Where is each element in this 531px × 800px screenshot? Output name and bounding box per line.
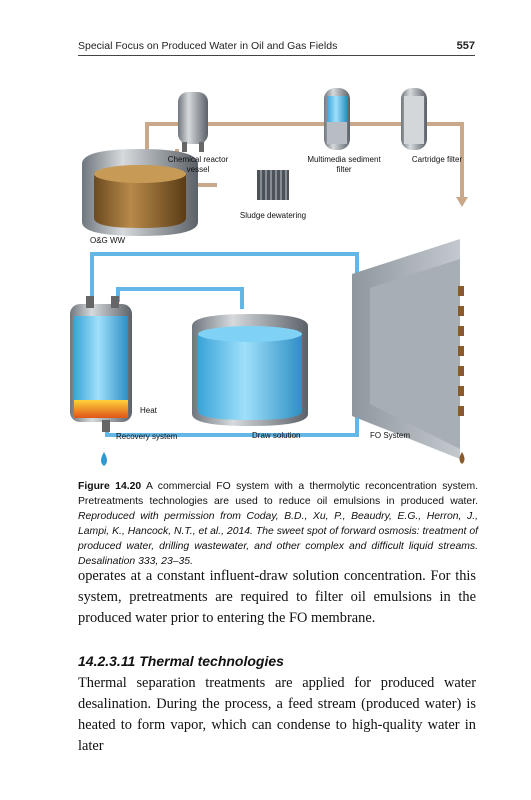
label-heat: Heat — [140, 406, 157, 415]
body-paragraph-1: operates at a constant influent-draw solution concentration. For this system, pretreatments are required to filter oil emulsions in the produced water prior to entering the FO membrane. — [78, 568, 476, 626]
multimedia-sediment-filter — [324, 88, 350, 150]
running-header — [78, 40, 475, 56]
figure-label: Figure 14.20 — [78, 481, 142, 492]
cartridge-filter — [401, 88, 427, 150]
oil-drop-icon — [460, 452, 465, 464]
caption-source: Reproduced with permission from Coday, B.D., Xu, P., Beaudry, E.G., Herron, J., Lampi, K., Hancock, N.T., et al., 2014. The sweet spot of forward osmosis: treatment of produced water, drilling wastewater, and other complex and difficult liquid streams. Desalination 333, 23–35. — [78, 511, 478, 567]
fo-system-figure — [52, 64, 482, 474]
body-paragraph-2: Thermal separation treatments are applied for produced water desalination. During the process, a feed stream (produced water) is heated to form vapor, which can condense to high-quality water in later — [78, 675, 476, 754]
header-rule — [78, 55, 475, 56]
label-chemical-reactor: Chemical reactor — [167, 155, 229, 164]
label-chemical-reactor-2: vessel — [186, 165, 210, 174]
chemical-reactor-vessel — [178, 92, 208, 152]
label-draw-solution: Draw solution — [252, 431, 301, 440]
draw-solution-tank — [192, 314, 308, 426]
label-multimedia-filter: Multimedia sediment — [307, 155, 381, 164]
sludge-dewatering-unit — [257, 170, 289, 200]
label-recovery-system: Recovery system — [116, 432, 178, 441]
label-multimedia-filter-2: filter — [336, 165, 352, 174]
running-header-title: Special Focus on Produced Water in Oil and Gas Fields — [78, 40, 338, 52]
page-number: 557 — [456, 40, 475, 52]
label-cartridge-filter: Cartridge filter — [411, 155, 463, 164]
figure-caption — [78, 479, 478, 569]
label-fo-system: FO System — [370, 431, 411, 440]
water-drop-icon — [101, 452, 107, 466]
label-sludge-dewatering: Sludge dewatering — [239, 211, 307, 220]
caption-text: A commercial FO system with a thermolytic reconcentration system. Pretreatments technologies are used to reduce oil emulsions in produced water. — [78, 481, 479, 507]
flow-arrow-down — [456, 197, 468, 207]
fo-system-module — [352, 239, 464, 459]
recovery-system-column — [70, 296, 132, 432]
label-ogww: O&G WW — [90, 236, 126, 245]
section-heading: 14.2.3.11 Thermal technologies — [78, 653, 284, 669]
